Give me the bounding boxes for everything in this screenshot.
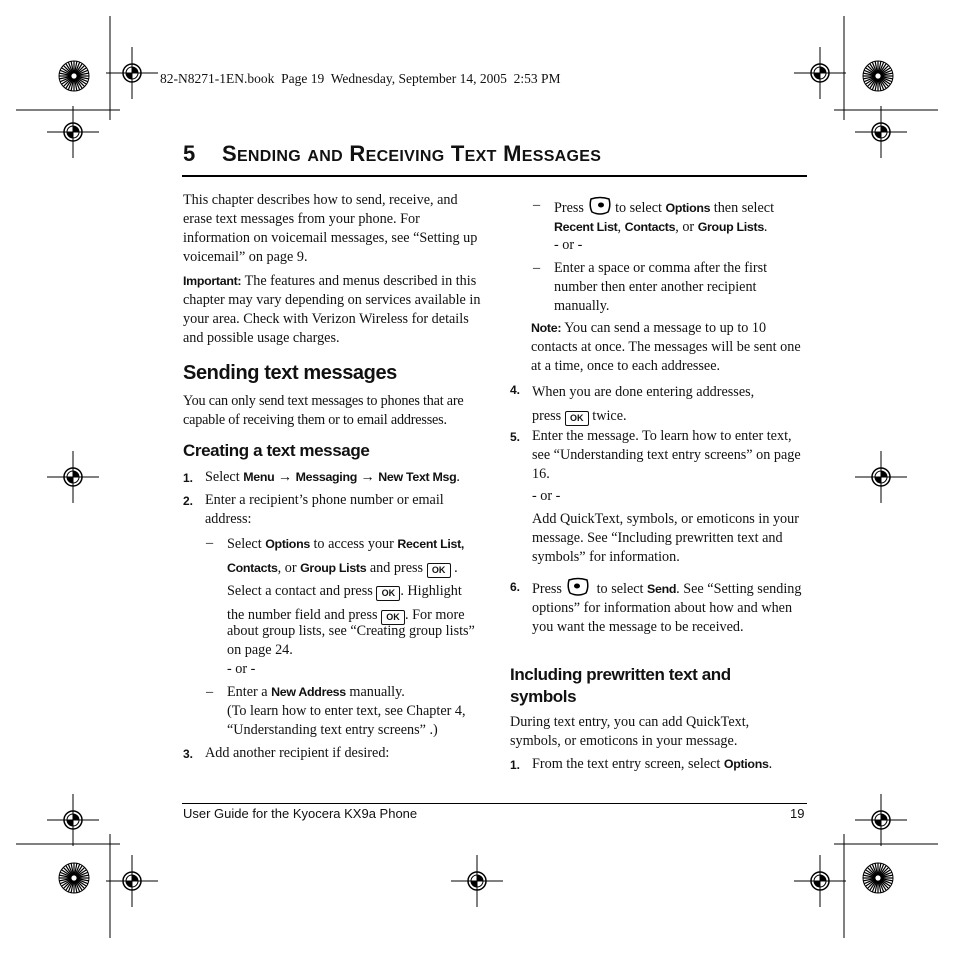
- text: , or: [277, 559, 297, 576]
- footer-rule: [182, 803, 807, 804]
- text: Select: [227, 536, 262, 552]
- title-letter: M: [503, 141, 522, 166]
- title-letter: T: [450, 141, 465, 166]
- ok-key-icon: OK: [376, 586, 400, 601]
- or-line: - or -: [554, 237, 583, 253]
- group-lists-ref: about group lists, see “Creating group lists” on page 24.: [227, 623, 475, 658]
- arrow: →: [277, 469, 293, 485]
- text: the number field and press: [227, 606, 378, 623]
- text: . See “Setting sending options” for information about how and when you want the message to be received.: [532, 581, 802, 635]
- text: then select: [713, 200, 775, 216]
- chapter-rule: [182, 175, 807, 177]
- note-paragraph: [531, 319, 801, 376]
- heading-creating: Creating a text message: [183, 441, 370, 460]
- right-softkey-icon: [588, 196, 612, 216]
- text: twice.: [592, 408, 627, 424]
- title-word: AND: [307, 148, 343, 165]
- messaging-label: Messaging: [295, 470, 357, 484]
- title-letter: S: [221, 141, 237, 166]
- text: From the text entry screen, select: [532, 756, 721, 772]
- group-lists-label: Group Lists: [697, 220, 764, 234]
- step-1-including: [532, 755, 772, 774]
- contacts-label: Contacts: [227, 560, 278, 575]
- text: to select: [596, 581, 644, 597]
- sub-step-press-options: [554, 196, 814, 237]
- punct: .: [763, 219, 768, 235]
- title-word: ENDING: [236, 148, 301, 165]
- text: to access your: [313, 536, 394, 552]
- heading-including: Including prewritten text and symbols: [510, 665, 731, 706]
- options-label: Options: [665, 201, 711, 215]
- page-number: 19: [790, 806, 805, 821]
- title-word: EXT: [464, 148, 497, 165]
- text: Select a contact and press: [227, 583, 373, 599]
- step-number: 1.: [510, 758, 521, 772]
- book-slug: 82-N8271-1EN.book Page 19 Wednesday, September 14, 2005 2:53 PM: [160, 71, 561, 86]
- text: manually.: [349, 684, 405, 700]
- sub-step-note: (To learn how to enter text, see Chapter 4, “Understanding text entry screens” .): [227, 703, 466, 738]
- note-text: You can send a message to up to 10 contacts at once. The messages will be sent one at a time, once to each addressee.: [531, 320, 801, 374]
- sub-step-new-address: [227, 683, 405, 702]
- title-word: ECEIVING: [365, 148, 445, 165]
- group-lists-label: Group Lists: [300, 560, 367, 575]
- text: Press: [554, 200, 584, 216]
- text: . For more: [405, 606, 465, 623]
- text: , or: [675, 219, 695, 235]
- arrow: →: [360, 469, 375, 485]
- title-letter: R: [349, 141, 366, 166]
- new-address-label: New Address: [271, 685, 346, 699]
- heading-sending: Sending text messages: [183, 362, 397, 384]
- or-line: - or -: [227, 661, 256, 677]
- options-label: Options: [265, 537, 310, 551]
- step-number: 4.: [510, 383, 521, 397]
- text: . Highlight: [400, 583, 462, 599]
- step-number: 5.: [510, 430, 521, 444]
- step-number: 3.: [183, 747, 194, 761]
- dash: –: [206, 684, 214, 700]
- step-number: 6.: [510, 580, 521, 594]
- dash: –: [206, 535, 214, 551]
- text: press: [532, 408, 562, 424]
- text: When you are done entering addresses,: [532, 384, 755, 400]
- step-number: 2.: [183, 494, 194, 508]
- intro-paragraph: This chapter describes how to send, receive, and erase text messages from your phone. For information on voicemail messages, see “Setting up voicemail” on page 9.: [183, 192, 478, 265]
- text: Enter a: [227, 684, 268, 700]
- punct: ,: [617, 219, 622, 235]
- ok-key-icon: OK: [427, 563, 451, 578]
- dash: –: [533, 197, 541, 213]
- important-paragraph: [183, 272, 483, 348]
- send-label: Send: [647, 582, 677, 596]
- important-text: The features and menus described in this chapter may vary depending on services available in your area. Check with Verizon Wireless for details and possible usage charges.: [183, 273, 481, 346]
- including-paragraph: During text entry, you can add QuickText, symbols, or emoticons in your message.: [510, 714, 750, 749]
- punct: .: [768, 756, 773, 772]
- recent-list-label: Recent List: [554, 220, 618, 234]
- chapter-title: [183, 141, 601, 167]
- text: and press: [369, 559, 424, 576]
- menu-label: Menu: [243, 470, 275, 484]
- text: Press: [532, 581, 562, 597]
- step-2: Enter a recipient’s phone number or email address:: [205, 492, 444, 527]
- new-text-msg-label: New Text Msg: [378, 470, 457, 484]
- title-word: ESSAGES: [521, 148, 602, 165]
- text: to select: [615, 200, 662, 216]
- step-text: Select: [205, 469, 240, 485]
- or-line: - or -: [532, 488, 561, 504]
- footer-title: User Guide for the Kyocera KX9a Phone: [183, 806, 418, 821]
- sending-paragraph: You can only send text messages to phones that are capable of receiving them or to email addresses.: [183, 393, 464, 428]
- important-label: Important:: [183, 274, 242, 288]
- step-5: Enter the message. To learn how to enter text, see “Understanding text entry screens” on page 16.: [532, 428, 801, 482]
- punct: .: [456, 469, 460, 485]
- recent-list-label: Recent List,: [397, 537, 465, 551]
- sub-step-select-options: Select Options to access your Recent List, Contacts, or Group Lists and press OK . Select a contact and press OK . Highlight the number field and press OK . For more: [227, 536, 465, 623]
- dash: –: [533, 260, 541, 276]
- step-number: 1.: [183, 471, 194, 485]
- step-5-alternative: Add QuickText, symbols, or emoticons in your message. See “Including prewritten text and symbols” for information.: [532, 511, 799, 565]
- left-softkey-icon: [566, 577, 590, 597]
- ok-key-icon: OK: [381, 610, 405, 625]
- contacts-label: Contacts: [624, 220, 676, 234]
- step-3: Add another recipient if desired:: [205, 745, 390, 761]
- chapter-number: 5: [183, 141, 196, 166]
- step-1: [205, 468, 495, 487]
- note-label: Note:: [531, 321, 562, 335]
- options-label: Options: [723, 757, 769, 771]
- step-4: [532, 380, 812, 428]
- ok-key-icon: OK: [565, 411, 589, 426]
- step-6: [532, 577, 802, 637]
- sub-step-space-comma: Enter a space or comma after the first number then enter another recipient manually.: [554, 260, 768, 314]
